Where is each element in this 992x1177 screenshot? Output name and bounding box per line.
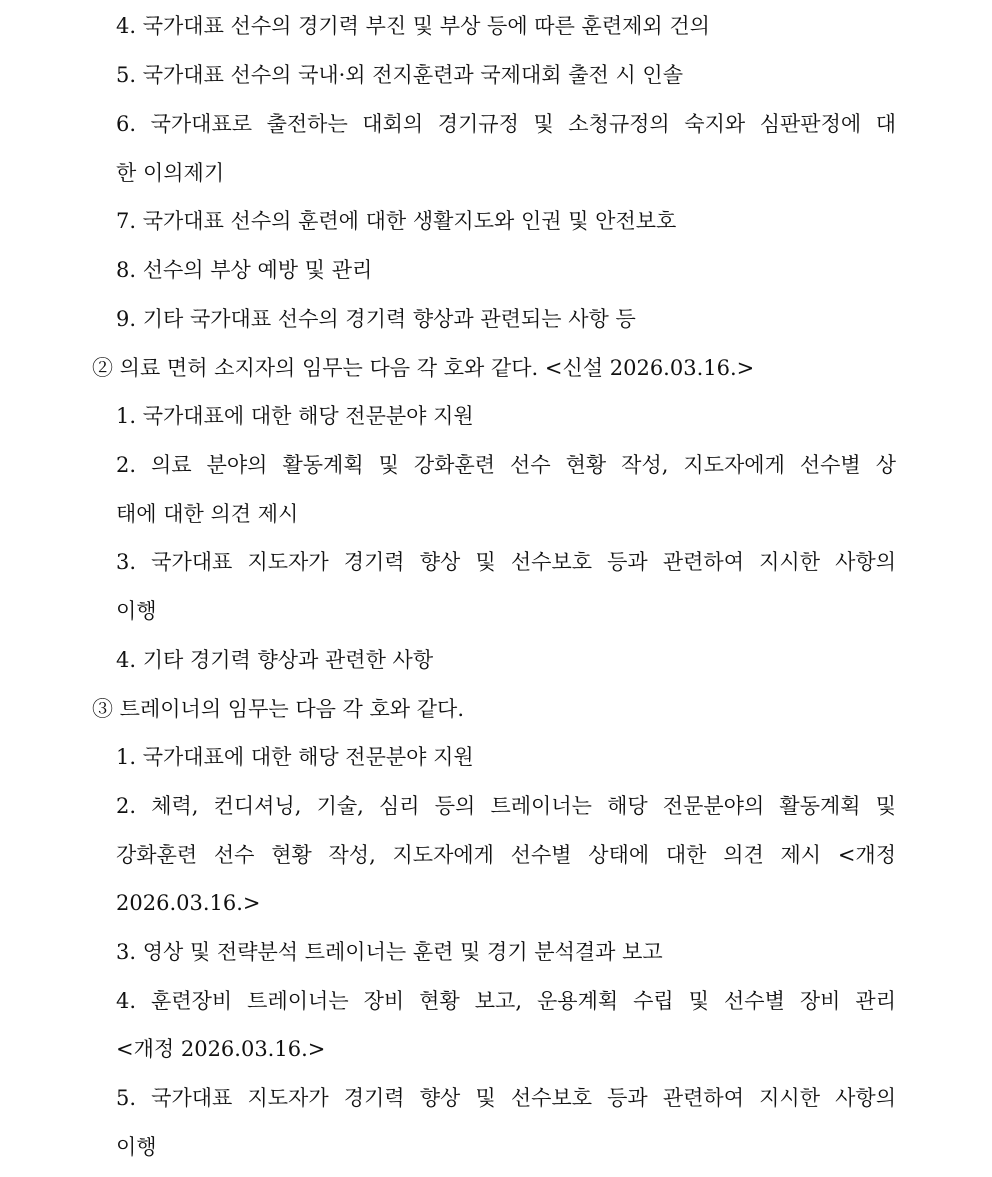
list-item: 5. 국가대표 지도자가 경기력 향상 및 선수보호 등과 관련하여 지시한 사항의 xyxy=(116,1086,896,1110)
list-item: 4. 국가대표 선수의 경기력 부진 및 부상 등에 따른 훈련제외 건의 xyxy=(116,14,710,38)
list-item: 1. 국가대표에 대한 해당 전문분야 지원 xyxy=(116,745,474,769)
list-item-continuation: 한 이의제기 xyxy=(116,161,225,185)
list-item: 4. 훈련장비 트레이너는 장비 현황 보고, 운용계획 수립 및 선수별 장비 관리 xyxy=(116,989,896,1013)
list-item-continuation: 강화훈련 선수 현황 작성, 지도자에게 선수별 상태에 대한 의견 제시 <개정 xyxy=(116,843,896,867)
paragraph-heading: ② 의료 면허 소지자의 임무는 다음 각 호와 같다. <신설 2026.03.16.> xyxy=(92,356,755,380)
paragraph-heading: ③ 트레이너의 임무는 다음 각 호와 같다. xyxy=(92,697,465,721)
list-item-continuation: 이행 xyxy=(116,1135,157,1159)
list-item: 7. 국가대표 선수의 훈련에 대한 생활지도와 인권 및 안전보호 xyxy=(116,209,677,233)
list-item-continuation: 이행 xyxy=(116,599,157,623)
list-item: 1. 국가대표에 대한 해당 전문분야 지원 xyxy=(116,404,474,428)
list-item: 3. 영상 및 전략분석 트레이너는 훈련 및 경기 분석결과 보고 xyxy=(116,940,663,964)
list-item: 5. 국가대표 선수의 국내·외 전지훈련과 국제대회 출전 시 인솔 xyxy=(116,63,683,87)
list-item: 8. 선수의 부상 예방 및 관리 xyxy=(116,258,373,282)
list-item: 2. 체력, 컨디셔닝, 기술, 심리 등의 트레이너는 해당 전문분야의 활동계획 및 xyxy=(116,794,896,818)
list-item: 6. 국가대표로 출전하는 대회의 경기규정 및 소청규정의 숙지와 심판판정에 대 xyxy=(116,112,896,136)
list-item-continuation: 2026.03.16.> xyxy=(116,891,261,915)
list-item-continuation: 태에 대한 의견 제시 xyxy=(116,502,299,526)
list-item: 3. 국가대표 지도자가 경기력 향상 및 선수보호 등과 관련하여 지시한 사항의 xyxy=(116,550,896,574)
list-item: 9. 기타 국가대표 선수의 경기력 향상과 관련되는 사항 등 xyxy=(116,307,636,331)
list-item: 4. 기타 경기력 향상과 관련한 사항 xyxy=(116,648,434,672)
list-item-continuation: <개정 2026.03.16.> xyxy=(116,1037,326,1061)
list-item: 2. 의료 분야의 활동계획 및 강화훈련 선수 현황 작성, 지도자에게 선수별 상 xyxy=(116,453,896,477)
